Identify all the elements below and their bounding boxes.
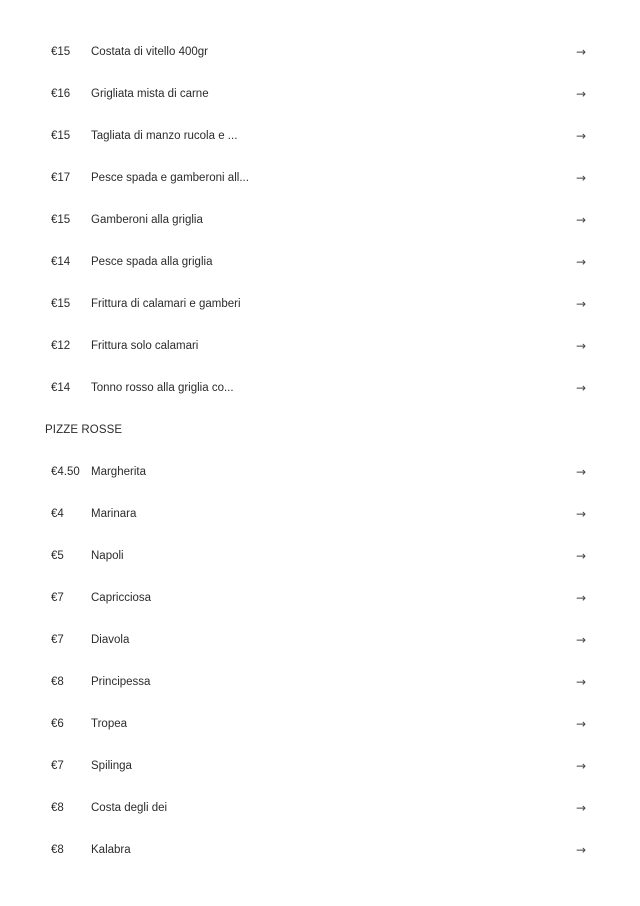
menu-item-name: Marinara	[91, 508, 137, 520]
menu-item-name: Pesce spada alla griglia	[91, 256, 213, 268]
menu-item-price: €8	[51, 844, 64, 856]
menu-item-name: Tropea	[91, 718, 128, 730]
arrow-right-icon[interactable]: →	[576, 801, 587, 815]
menu-item-row[interactable]	[0, 73, 640, 115]
menu-item-row[interactable]	[0, 619, 640, 661]
arrow-right-icon[interactable]: →	[576, 633, 587, 647]
menu-item-price: €17	[51, 172, 71, 184]
menu-item-name: Spilinga	[91, 760, 132, 772]
menu-item-row[interactable]	[0, 115, 640, 157]
section-title	[0, 409, 640, 451]
menu-item-name: Frittura di calamari e gamberi	[91, 298, 241, 310]
menu-item-price: €7	[51, 760, 64, 772]
menu-item-row[interactable]	[0, 661, 640, 703]
menu-item-price: €15	[51, 298, 71, 310]
section-title-label: PIZZE ROSSE	[45, 424, 123, 436]
menu-item-name: Diavola	[91, 634, 130, 646]
menu-item-row[interactable]	[0, 367, 640, 409]
arrow-right-icon[interactable]: →	[576, 45, 587, 59]
menu-item-price: €4	[51, 508, 64, 520]
menu-item-row[interactable]	[0, 787, 640, 829]
arrow-right-icon[interactable]: →	[576, 87, 587, 101]
arrow-right-icon[interactable]: →	[576, 297, 587, 311]
menu-item-price: €14	[51, 256, 71, 268]
arrow-right-icon[interactable]: →	[576, 843, 587, 857]
arrow-right-icon[interactable]: →	[576, 255, 587, 269]
menu-item-price: €14	[51, 382, 71, 394]
arrow-right-icon[interactable]: →	[576, 129, 587, 143]
menu-item-row[interactable]	[0, 325, 640, 367]
menu-item-row[interactable]	[0, 829, 640, 871]
menu-item-name: Capricciosa	[91, 592, 152, 604]
menu-item-price: €15	[51, 214, 71, 226]
menu-item-price: €8	[51, 676, 64, 688]
arrow-right-icon[interactable]: →	[576, 675, 587, 689]
menu-item-row[interactable]	[0, 31, 640, 73]
menu-list	[0, 31, 640, 871]
menu-item-price: €16	[51, 88, 71, 100]
menu-item-price: €5	[51, 550, 64, 562]
arrow-right-icon[interactable]: →	[576, 339, 587, 353]
menu-item-row[interactable]	[0, 157, 640, 199]
menu-item-name: Grigliata mista di carne	[91, 88, 209, 100]
menu-item-row[interactable]	[0, 577, 640, 619]
menu-item-price: €15	[51, 46, 71, 58]
menu-item-price: €8	[51, 802, 64, 814]
menu-item-price: €15	[51, 130, 71, 142]
menu-item-price: €12	[51, 340, 71, 352]
menu-item-name: Tonno rosso alla griglia co...	[91, 382, 234, 394]
menu-item-price: €7	[51, 634, 64, 646]
arrow-right-icon[interactable]: →	[576, 381, 587, 395]
arrow-right-icon[interactable]: →	[576, 759, 587, 773]
menu-item-name: Napoli	[91, 550, 124, 562]
menu-item-row[interactable]	[0, 535, 640, 577]
menu-item-name: Principessa	[91, 676, 151, 688]
menu-item-row[interactable]	[0, 241, 640, 283]
menu-item-price: €6	[51, 718, 64, 730]
arrow-right-icon[interactable]: →	[576, 465, 587, 479]
menu-item-row[interactable]	[0, 283, 640, 325]
arrow-right-icon[interactable]: →	[576, 549, 587, 563]
menu-item-name: Frittura solo calamari	[91, 340, 199, 352]
menu-item-name: Tagliata di manzo rucola e ...	[91, 130, 238, 142]
arrow-right-icon[interactable]: →	[576, 171, 587, 185]
menu-item-name: Kalabra	[91, 844, 131, 856]
arrow-right-icon[interactable]: →	[576, 213, 587, 227]
menu-item-row[interactable]	[0, 493, 640, 535]
menu-item-row[interactable]	[0, 451, 640, 493]
menu-item-row[interactable]	[0, 199, 640, 241]
menu-item-price: €4.50	[51, 466, 80, 478]
menu-item-name: Costata di vitello 400gr	[91, 46, 208, 58]
menu-item-name: Pesce spada e gamberoni all...	[91, 172, 249, 184]
menu-item-name: Costa degli dei	[91, 802, 168, 814]
menu-item-name: Margherita	[91, 466, 146, 478]
menu-item-price: €7	[51, 592, 64, 604]
arrow-right-icon[interactable]: →	[576, 507, 587, 521]
menu-item-name: Gamberoni alla griglia	[91, 214, 203, 226]
arrow-right-icon[interactable]: →	[576, 717, 587, 731]
arrow-right-icon[interactable]: →	[576, 591, 587, 605]
menu-item-row[interactable]	[0, 703, 640, 745]
menu-item-row[interactable]	[0, 745, 640, 787]
